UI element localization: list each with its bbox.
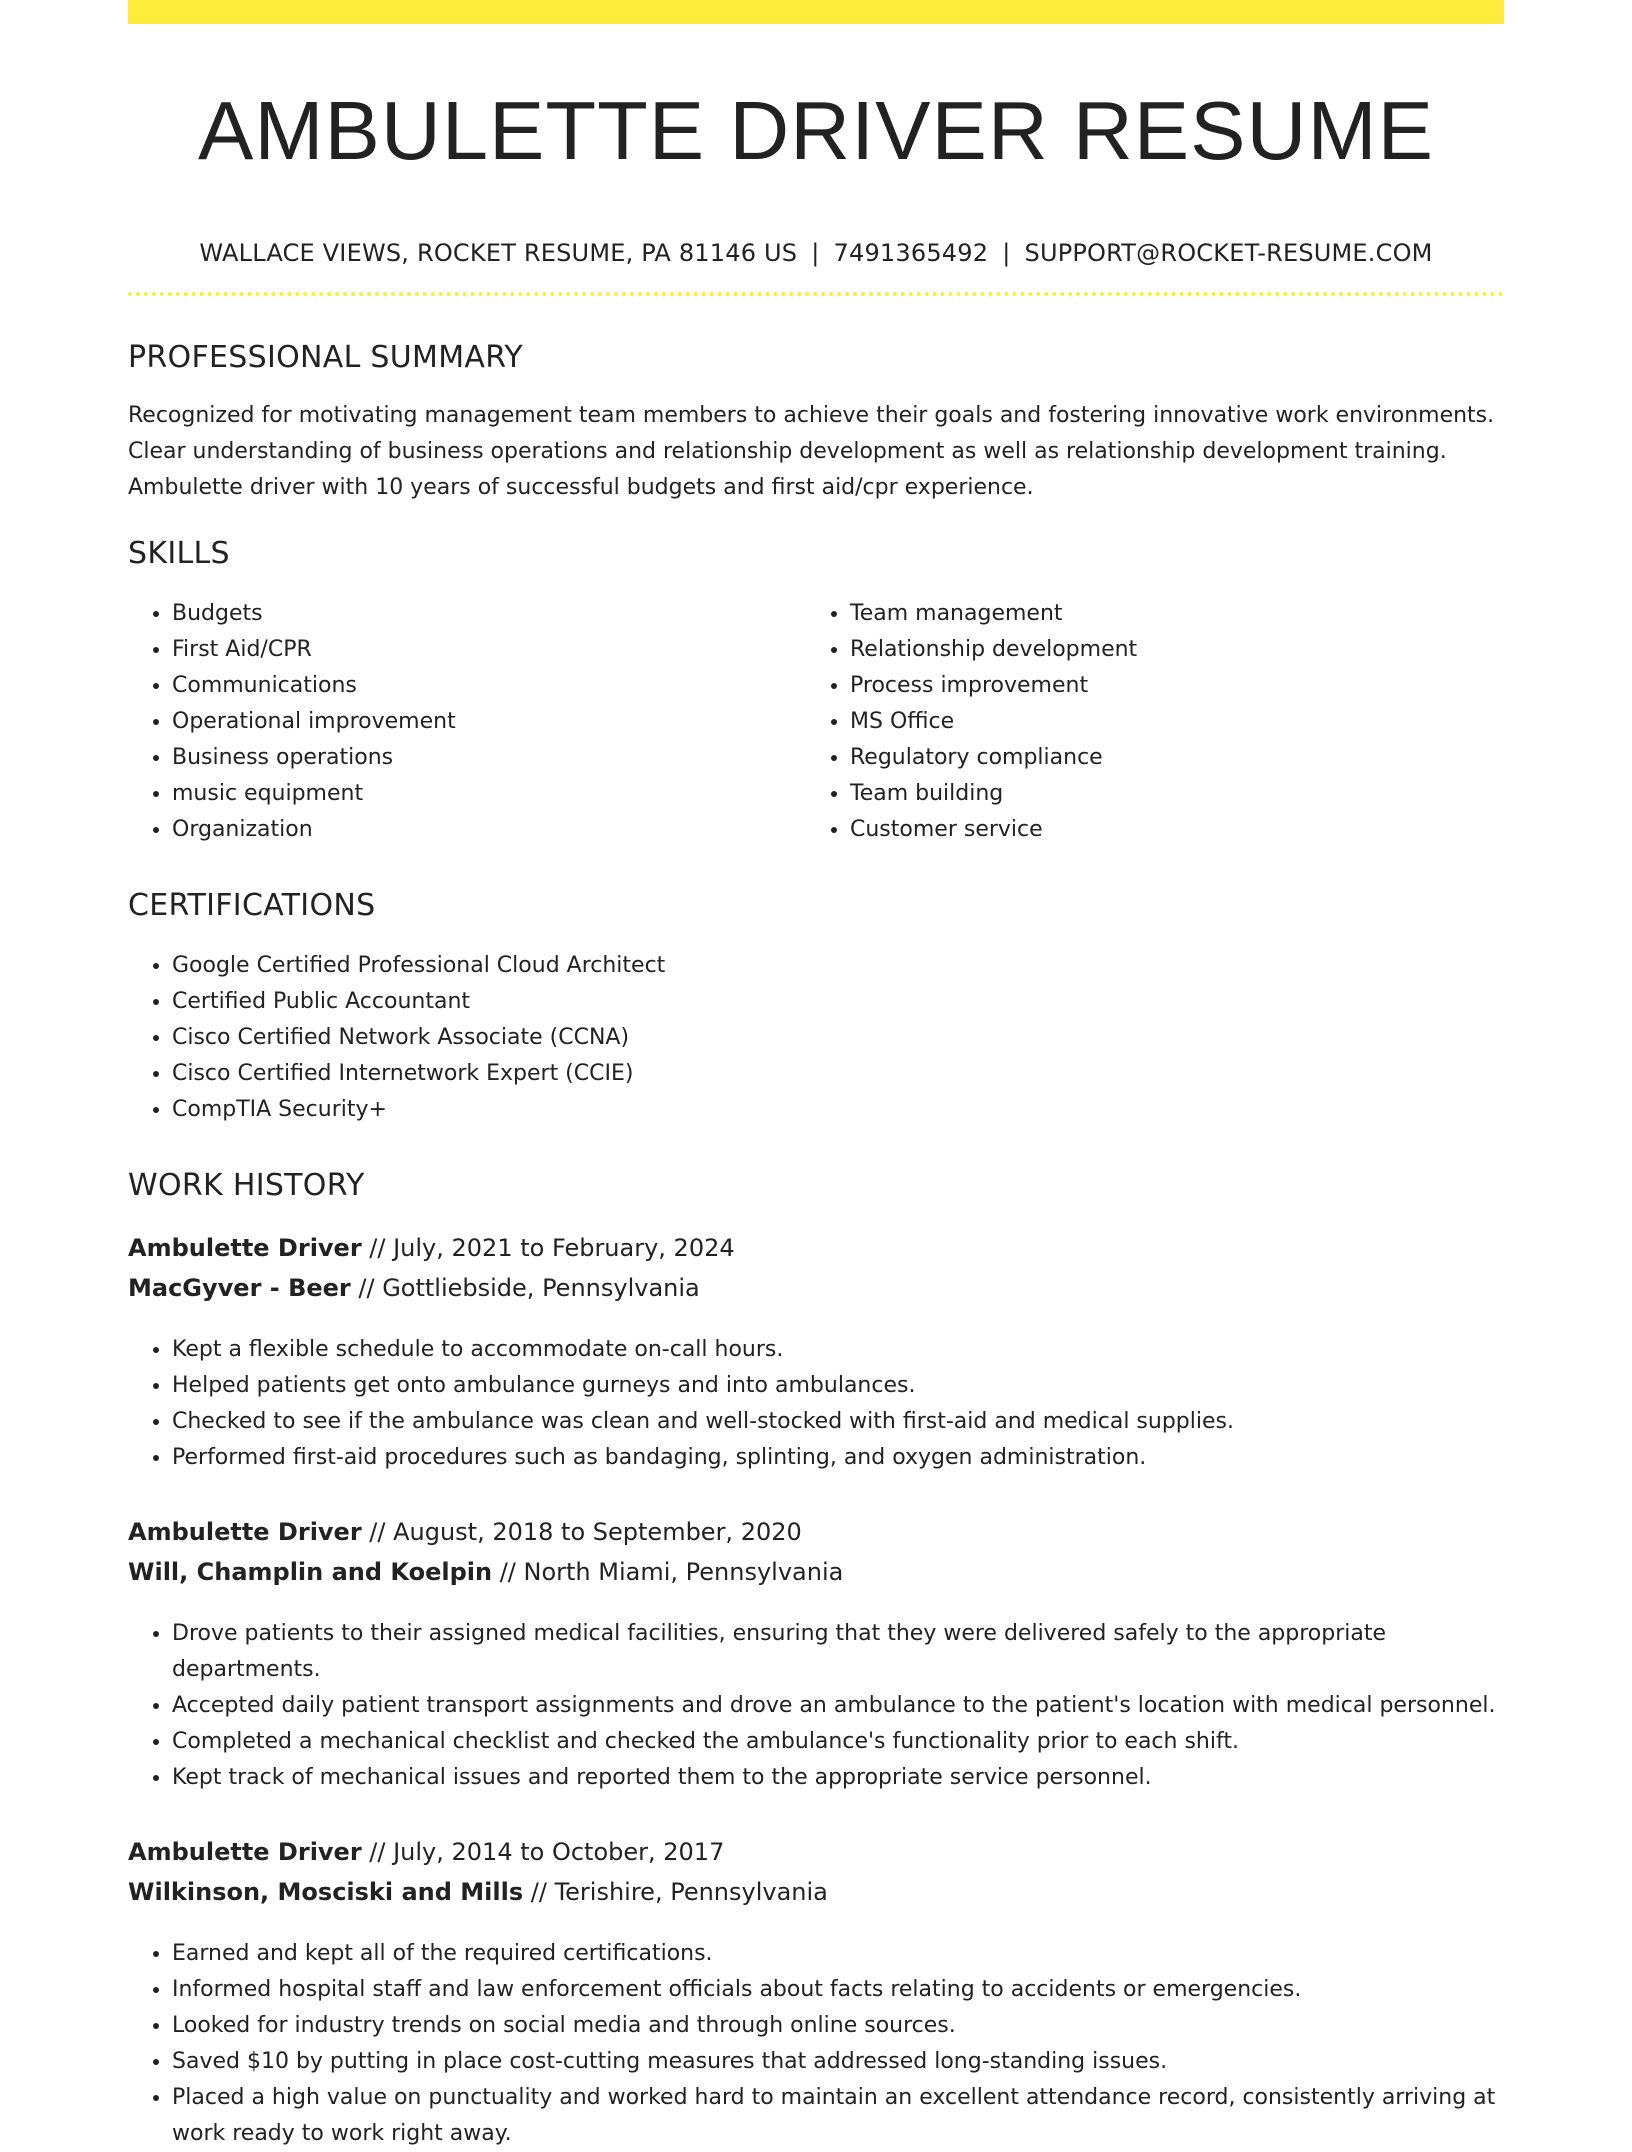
job-duty: • Kept a flexible schedule to accommodate on-call hours. [172,1332,1504,1368]
job-title-line [128,1832,1504,1872]
job-dates: // July, 2014 to October, 2017 [361,1838,725,1866]
certifications-list [128,948,1504,1128]
skill-item: • Communications [172,668,806,704]
job-company-line [128,1552,1504,1592]
job-title: Ambulette Driver [128,1518,362,1546]
certification-item: • Cisco Certified Network Associate (CCNA) [172,1020,1504,1056]
job-entry [128,1832,1504,2152]
contact-line [128,238,1504,268]
job-duty: • Helped patients get onto ambulance gurneys and into ambulances. [172,1368,1504,1404]
job-entry [128,1512,1504,1796]
job-company-line [128,1872,1504,1912]
job-company: MacGyver - Beer [128,1274,351,1302]
skill-item: • Regulatory compliance [850,740,1484,776]
top-accent-bar [128,0,1504,24]
skill-item: • Customer service [850,812,1484,848]
skills-heading: SKILLS [128,536,230,571]
certification-item: • Certified Public Accountant [172,984,1504,1020]
job-duties-list [128,1936,1504,2152]
contact-phone: 7491365492 [833,239,989,267]
job-duty: • Placed a high value on punctuality and worked hard to maintain an excellent attendance record, consistently arriving at work ready to work right away. [172,2080,1504,2152]
job-company: Will, Champlin and Koelpin [128,1558,493,1586]
resume-title: AMBULETTE DRIVER RESUME [198,84,1434,177]
job-duties-list [128,1332,1504,1476]
skills-right-list [806,596,1484,848]
job-duty: • Looked for industry trends on social media and through online sources. [172,2008,1504,2044]
job-duty: • Accepted daily patient transport assignments and drove an ambulance to the patient's location with medical personnel. [172,1688,1504,1724]
skill-item: • Organization [172,812,806,848]
job-title-line [128,1512,1504,1552]
job-title: Ambulette Driver [128,1838,362,1866]
job-duty: • Informed hospital staff and law enforcement officials about facts relating to accidents or emergencies. [172,1972,1504,2008]
job-location: // Terishire, Pennsylvania [523,1878,828,1906]
job-duties-list [128,1616,1504,1796]
job-title: Ambulette Driver [128,1234,362,1262]
job-duty: • Saved $10 by putting in place cost-cutting measures that addressed long-standing issues. [172,2044,1504,2080]
job-company-line [128,1268,1504,1308]
skill-item: • music equipment [172,776,806,812]
job-title-line [128,1228,1504,1268]
summary-heading: PROFESSIONAL SUMMARY [128,340,524,375]
job-location: // North Miami, Pennsylvania [492,1558,844,1586]
contact-email: SUPPORT@ROCKET-RESUME.COM [1024,239,1433,267]
job-duty: • Checked to see if the ambulance was clean and well-stocked with first-aid and medical supplies. [172,1404,1504,1440]
contact-separator: | [811,239,820,267]
header-divider [128,292,1504,296]
certification-item: • CompTIA Security+ [172,1092,1504,1128]
job-location: // Gottliebside, Pennsylvania [350,1274,700,1302]
job-company: Wilkinson, Mosciski and Mills [128,1878,524,1906]
skill-item: • Budgets [172,596,806,632]
certification-item: • Google Certified Professional Cloud Architect [172,948,1504,984]
certifications-heading: CERTIFICATIONS [128,888,376,923]
skill-item: • Team management [850,596,1484,632]
job-duty: • Earned and kept all of the required certifications. [172,1936,1504,1972]
skill-item: • Operational improvement [172,704,806,740]
skill-item: • Relationship development [850,632,1484,668]
skill-item: • Business operations [172,740,806,776]
job-duty: • Kept track of mechanical issues and reported them to the appropriate service personnel. [172,1760,1504,1796]
skills-columns [128,596,1504,848]
job-duty: • Completed a mechanical checklist and checked the ambulance's functionality prior to each shift. [172,1724,1504,1760]
job-dates: // August, 2018 to September, 2020 [361,1518,802,1546]
summary-text: Recognized for motivating management team members to achieve their goals and fostering innovative work environments. Clear understanding of business operations and relationship development as well as relationship development training. Ambulette driver with 10 years of successful budgets and first aid/cpr experience. [128,403,1495,500]
resume-page [128,0,1504,2152]
skill-item: • First Aid/CPR [172,632,806,668]
work-history-heading: WORK HISTORY [128,1168,365,1203]
job-duty: • Drove patients to their assigned medical facilities, ensuring that they were delivered safely to the appropriate departments. [172,1616,1504,1688]
job-dates: // July, 2021 to February, 2024 [361,1234,735,1262]
job-entry [128,1228,1504,1476]
certification-item: • Cisco Certified Internetwork Expert (CCIE) [172,1056,1504,1092]
skill-item: • Team building [850,776,1484,812]
skill-item: • MS Office [850,704,1484,740]
skills-left-list [128,596,806,848]
job-duty: • Performed first-aid procedures such as bandaging, splinting, and oxygen administration. [172,1440,1504,1476]
skill-item: • Process improvement [850,668,1484,704]
contact-address: WALLACE VIEWS, ROCKET RESUME, PA 81146 US [199,239,798,267]
contact-separator: | [1002,239,1011,267]
